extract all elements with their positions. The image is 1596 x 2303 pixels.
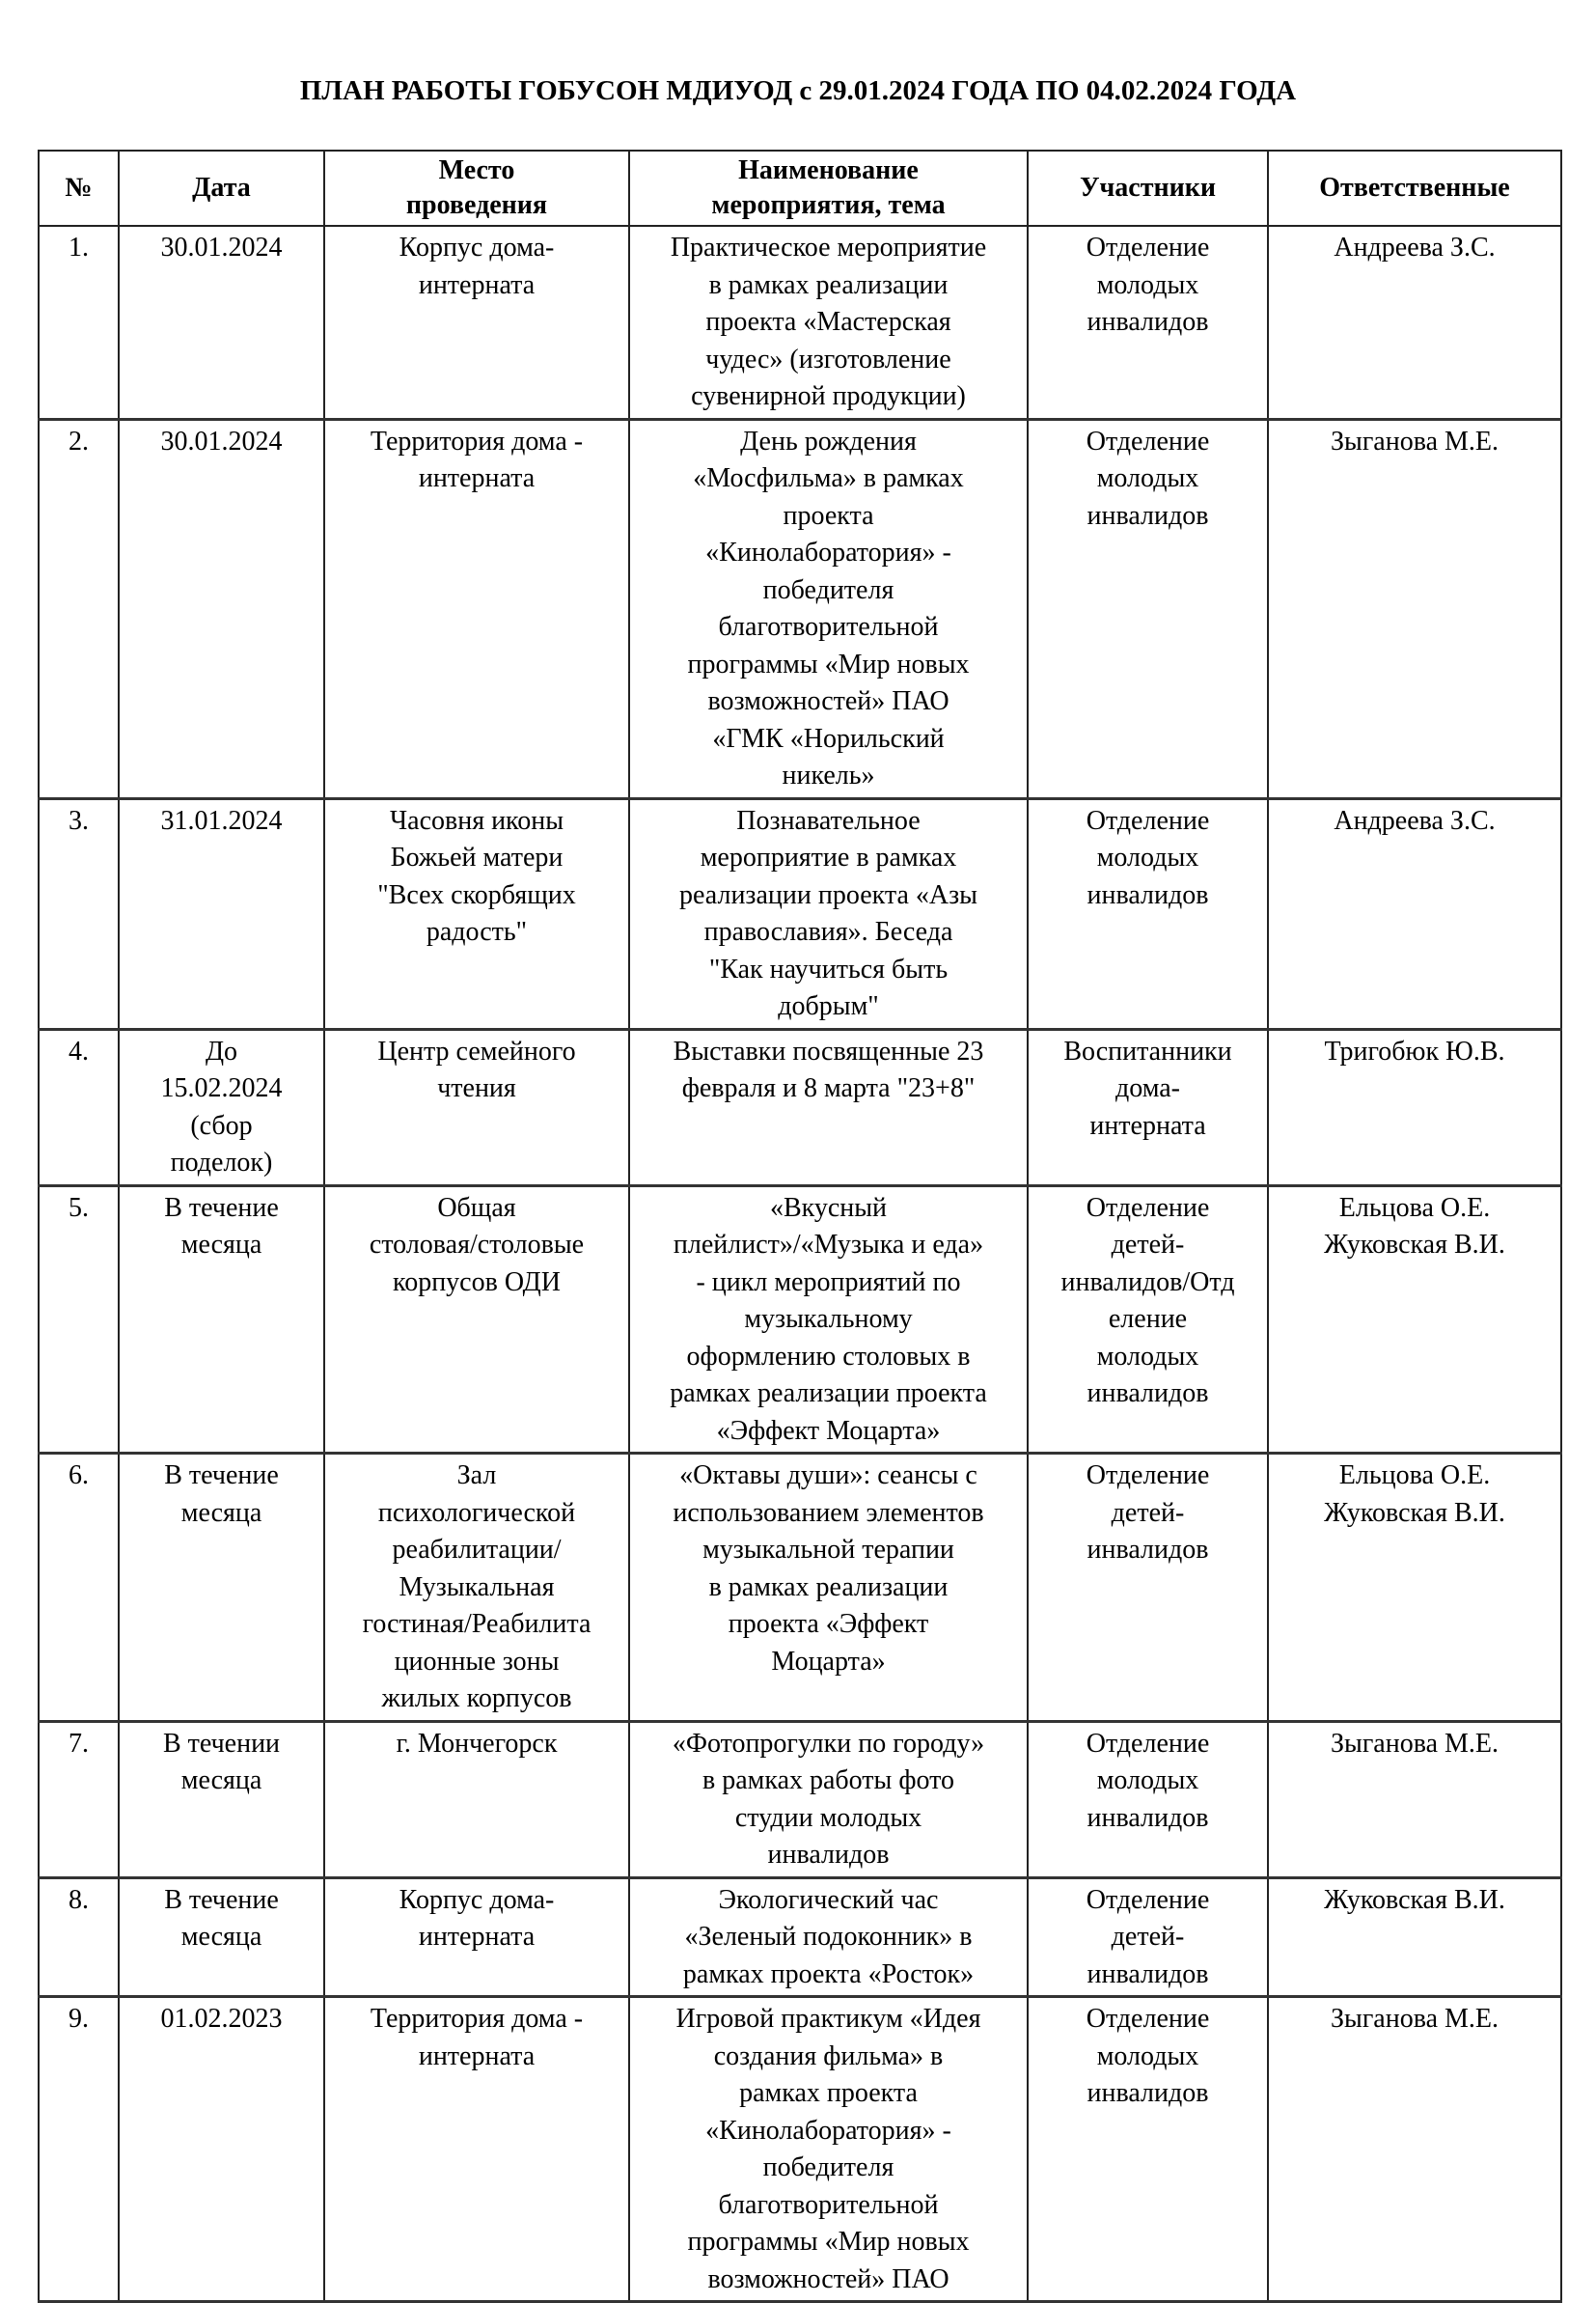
- cell-participants-line: инвалидов: [1087, 2078, 1209, 2108]
- header-event: [629, 151, 1028, 226]
- cell-place-line: ционные зоны: [394, 1646, 560, 1677]
- cell-event-line: рамках проекта: [739, 2078, 918, 2108]
- table-row: [39, 1997, 1561, 2302]
- cell-participants: [1028, 1877, 1268, 1997]
- cell-event-line: Практическое мероприятие: [670, 233, 987, 263]
- cell-event: [629, 226, 1028, 419]
- cell-date-line: поделок): [170, 1148, 273, 1178]
- cell-participants-line: молодых: [1096, 2040, 1199, 2071]
- cell-place-line: Корпус дома-: [399, 233, 555, 263]
- cell-event-line: в рамках работы фото: [702, 1765, 954, 1795]
- cell-place-line: жилых корпусов: [381, 1683, 572, 1713]
- cell-responsible: [1268, 1877, 1561, 1997]
- cell-place-line: Общая: [437, 1192, 516, 1223]
- cell-event-line: «Кинолаборатория» -: [705, 2115, 951, 2146]
- cell-participants: [1028, 419, 1268, 798]
- cell-place-line: чтения: [437, 1073, 516, 1103]
- cell-place-line: столовая/столовые: [369, 1230, 585, 1260]
- cell-date: [119, 419, 324, 798]
- cell-event-line: Выставки посвященные 23: [673, 1036, 984, 1067]
- cell-date-line: 31.01.2024: [160, 805, 283, 836]
- cell-place-line: гостиная/Реабилита: [362, 1609, 592, 1639]
- cell-date-line: 01.02.2023: [160, 2004, 283, 2034]
- cell-event-line: «Кинолаборатория» -: [705, 538, 951, 568]
- table-row: [39, 1877, 1561, 1997]
- work-plan-table: [38, 150, 1562, 2303]
- cell-responsible-line: Андреева З.С.: [1334, 233, 1496, 263]
- cell-number: 9.: [39, 1997, 119, 2302]
- cell-participants-line: инвалидов/Отд: [1060, 1266, 1235, 1297]
- cell-event-line: Моцарта»: [771, 1646, 886, 1677]
- cell-event-line: - цикл мероприятий по: [696, 1266, 961, 1297]
- cell-event-line: добрым": [778, 991, 879, 1021]
- cell-responsible-line: Зыганова М.Е.: [1330, 2004, 1499, 2034]
- cell-event: [629, 1185, 1028, 1454]
- cell-event-line: реализации проекта «Азы: [679, 879, 977, 910]
- cell-number: 6.: [39, 1454, 119, 1722]
- cell-participants: [1028, 798, 1268, 1029]
- cell-participants-line: интерната: [1089, 1110, 1206, 1141]
- header-responsible: Ответственные: [1268, 151, 1561, 226]
- cell-participants-line: инвалидов: [1087, 1958, 1209, 1989]
- cell-event-line: «Мосфильма» в рамках: [693, 463, 964, 493]
- cell-participants-line: еление: [1108, 1304, 1188, 1334]
- header-date: Дата: [119, 151, 324, 226]
- cell-event-line: возможностей» ПАО: [707, 2263, 949, 2294]
- cell-date: [119, 1721, 324, 1877]
- cell-place-line: реабилитации/: [392, 1535, 562, 1565]
- cell-participants-line: инвалидов: [1087, 1378, 1209, 1408]
- cell-responsible: [1268, 1997, 1561, 2302]
- cell-number: 2.: [39, 419, 119, 798]
- cell-event-line: «Зеленый подоконник» в: [684, 1922, 973, 1952]
- cell-participants-line: Отделение: [1086, 1192, 1210, 1223]
- cell-date-line: В течении: [162, 1728, 281, 1759]
- cell-participants-line: детей-: [1111, 1497, 1185, 1528]
- cell-date-line: месяца: [180, 1230, 262, 1260]
- cell-date-line: В течение: [164, 1884, 279, 1915]
- cell-date: [119, 1877, 324, 1997]
- cell-place-line: интерната: [418, 1922, 536, 1952]
- cell-event-line: музыкальному: [744, 1304, 913, 1334]
- cell-event-line: февраля и 8 марта "23+8": [681, 1073, 976, 1103]
- cell-date: [119, 1997, 324, 2302]
- cell-date-line: месяца: [180, 1922, 262, 1952]
- cell-event-line: в рамках реализации: [708, 1571, 949, 1602]
- table-row: [39, 226, 1561, 419]
- cell-date-line: В течение: [164, 1192, 279, 1223]
- header-place-line: Место: [438, 155, 515, 185]
- cell-responsible-line: Ельцова О.Е.: [1338, 1192, 1491, 1223]
- cell-participants-line: молодых: [1096, 843, 1199, 873]
- cell-responsible-line: Андреева З.С.: [1334, 805, 1496, 836]
- cell-event: [629, 1454, 1028, 1722]
- cell-number: 7.: [39, 1721, 119, 1877]
- cell-participants-line: Отделение: [1086, 2004, 1210, 2034]
- cell-event: [629, 1997, 1028, 2302]
- cell-event-line: «Октавы души»: сеансы с: [679, 1460, 977, 1490]
- cell-event-line: «Вкусный: [769, 1192, 888, 1223]
- cell-participants-line: детей-: [1111, 1922, 1185, 1952]
- cell-event-line: благотворительной: [718, 612, 939, 642]
- cell-participants: [1028, 1029, 1268, 1185]
- cell-event-line: проекта: [783, 500, 874, 531]
- cell-date-line: 30.01.2024: [160, 233, 283, 263]
- cell-place-line: корпусов ОДИ: [393, 1266, 561, 1297]
- cell-participants-line: инвалидов: [1087, 1535, 1209, 1565]
- cell-event-line: победителя: [762, 2152, 894, 2182]
- cell-responsible-line: Зыганова М.Е.: [1330, 1728, 1499, 1759]
- cell-event-line: рамках проекта «Росток»: [682, 1958, 975, 1989]
- cell-event: [629, 1029, 1028, 1185]
- cell-place: [324, 226, 629, 419]
- cell-participants-line: инвалидов: [1087, 500, 1209, 531]
- cell-participants-line: Отделение: [1086, 426, 1210, 457]
- cell-event-line: программы «Мир новых: [687, 2227, 970, 2257]
- cell-place-line: Музыкальная: [399, 1571, 555, 1602]
- header-place: [324, 151, 629, 226]
- header-event-line: Наименование: [738, 155, 919, 185]
- cell-participants: [1028, 1185, 1268, 1454]
- cell-participants-line: Отделение: [1086, 233, 1210, 263]
- cell-participants: [1028, 1454, 1268, 1722]
- cell-event-line: «Эффект Моцарта»: [716, 1415, 941, 1446]
- cell-place: [324, 419, 629, 798]
- cell-place-line: интерната: [418, 269, 536, 300]
- cell-responsible-line: Зыганова М.Е.: [1330, 426, 1499, 457]
- cell-event-line: рамках реализации проекта: [670, 1378, 987, 1408]
- cell-place-line: Центр семейного: [377, 1036, 576, 1067]
- cell-participants-line: молодых: [1096, 1765, 1199, 1795]
- cell-event-line: возможностей» ПАО: [707, 686, 949, 716]
- cell-event: [629, 798, 1028, 1029]
- cell-event-line: программы «Мир новых: [687, 649, 970, 680]
- cell-number: 8.: [39, 1877, 119, 1997]
- header-place-line: проведения: [405, 190, 548, 220]
- cell-place: [324, 1997, 629, 2302]
- cell-place-line: г. Мончегорск: [396, 1728, 558, 1759]
- cell-number: 3.: [39, 798, 119, 1029]
- document-title: ПЛАН РАБОТЫ ГОБУСОН МДИУОД с 29.01.2024 ГОДА ПО 04.02.2024 ГОДА: [299, 75, 1297, 106]
- cell-participants: [1028, 1997, 1268, 2302]
- table-header-row: [39, 151, 1561, 226]
- cell-event-line: плейлист»/«Музыка и еда»: [673, 1230, 984, 1260]
- cell-event: [629, 419, 1028, 798]
- table-row: [39, 419, 1561, 798]
- cell-date-line: 15.02.2024: [160, 1073, 283, 1103]
- cell-event-line: благотворительной: [718, 2189, 939, 2220]
- cell-event-line: оформлению столовых в: [686, 1341, 971, 1372]
- cell-event-line: чудес» (изготовление: [705, 344, 951, 375]
- cell-number: 4.: [39, 1029, 119, 1185]
- cell-date: [119, 1454, 324, 1722]
- cell-event-line: создания фильма» в: [713, 2040, 944, 2071]
- cell-responsible: [1268, 226, 1561, 419]
- cell-event: [629, 1877, 1028, 1997]
- cell-event-line: проекта «Эффект: [728, 1609, 929, 1639]
- cell-event-line: использованием элементов: [673, 1497, 984, 1528]
- header-number: №: [39, 151, 119, 226]
- cell-date: [119, 798, 324, 1029]
- cell-date-line: В течение: [164, 1460, 279, 1490]
- cell-event-line: сувенирной продукции): [691, 381, 966, 411]
- cell-date-line: 30.01.2024: [160, 426, 283, 457]
- cell-event-line: «Фотопрогулки по городу»: [672, 1728, 985, 1759]
- cell-date: [119, 1029, 324, 1185]
- cell-event-line: «ГМК «Норильский: [712, 723, 945, 754]
- cell-event-line: "Как научиться быть: [708, 954, 949, 985]
- cell-place-line: радость": [426, 917, 528, 947]
- cell-date: [119, 1185, 324, 1454]
- cell-event: [629, 1721, 1028, 1877]
- cell-participants-line: молодых: [1096, 1341, 1199, 1372]
- cell-participants-line: инвалидов: [1087, 879, 1209, 910]
- cell-responsible: [1268, 1185, 1561, 1454]
- cell-number: 5.: [39, 1185, 119, 1454]
- cell-place: [324, 1721, 629, 1877]
- cell-event-line: Познавательное: [736, 805, 921, 836]
- cell-participants-line: Отделение: [1086, 805, 1210, 836]
- cell-responsible-line: Тригобюк Ю.В.: [1324, 1036, 1505, 1067]
- cell-responsible: [1268, 1454, 1561, 1722]
- cell-place-line: интерната: [418, 463, 536, 493]
- cell-place-line: Территория дома -: [370, 426, 584, 457]
- cell-participants-line: дома-: [1115, 1073, 1180, 1103]
- cell-event-line: победителя: [762, 574, 894, 605]
- header-participants: Участники: [1028, 151, 1268, 226]
- cell-participants-line: инвалидов: [1087, 1802, 1209, 1833]
- cell-event-line: День рождения: [740, 426, 917, 457]
- cell-participants-line: Отделение: [1086, 1884, 1210, 1915]
- cell-place-line: Зал: [456, 1460, 497, 1490]
- cell-event-line: в рамках реализации: [708, 269, 949, 300]
- cell-event-line: проекта «Мастерская: [705, 307, 951, 337]
- cell-participants-line: детей-: [1111, 1230, 1185, 1260]
- cell-place-line: психологической: [377, 1497, 576, 1528]
- header-event-line: мероприятия, тема: [711, 190, 946, 220]
- cell-place-line: Корпус дома-: [399, 1884, 555, 1915]
- cell-responsible-line: Жуковская В.И.: [1324, 1884, 1505, 1915]
- cell-responsible-line: Жуковская В.И.: [1324, 1230, 1505, 1260]
- table-row: [39, 1721, 1561, 1877]
- table-row: [39, 1454, 1561, 1722]
- cell-participants: [1028, 1721, 1268, 1877]
- cell-participants-line: Отделение: [1086, 1460, 1210, 1490]
- cell-participants-line: молодых: [1096, 269, 1199, 300]
- cell-date-line: месяца: [180, 1765, 262, 1795]
- cell-participants-line: Отделение: [1086, 1728, 1210, 1759]
- cell-event-line: студии молодых: [734, 1802, 922, 1833]
- cell-responsible: [1268, 1721, 1561, 1877]
- cell-place: [324, 1029, 629, 1185]
- cell-place: [324, 798, 629, 1029]
- cell-responsible: [1268, 419, 1561, 798]
- table-row: [39, 1029, 1561, 1185]
- cell-event-line: Экологический час: [718, 1884, 939, 1915]
- cell-event-line: никель»: [782, 761, 875, 791]
- cell-date-line: (сбор: [190, 1110, 253, 1141]
- cell-place: [324, 1185, 629, 1454]
- table-row: [39, 1185, 1561, 1454]
- cell-event-line: Игровой практикум «Идея: [675, 2004, 981, 2034]
- cell-place-line: Божьей матери: [390, 843, 564, 873]
- cell-place-line: Часовня иконы: [389, 805, 564, 836]
- cell-place-line: "Всех скорбящих: [377, 879, 576, 910]
- cell-date: [119, 226, 324, 419]
- cell-responsible-line: Жуковская В.И.: [1324, 1497, 1505, 1528]
- cell-place-line: Территория дома -: [370, 2004, 584, 2034]
- cell-participants-line: Воспитанники: [1063, 1036, 1232, 1067]
- cell-responsible: [1268, 1029, 1561, 1185]
- cell-place-line: интерната: [418, 2040, 536, 2071]
- table-body: [39, 226, 1561, 2302]
- cell-date-line: До: [205, 1036, 238, 1067]
- cell-event-line: инвалидов: [767, 1840, 890, 1870]
- table-row: [39, 798, 1561, 1029]
- cell-date-line: месяца: [180, 1497, 262, 1528]
- cell-participants-line: инвалидов: [1087, 307, 1209, 337]
- cell-event-line: музыкальной терапии: [702, 1535, 954, 1565]
- cell-participants-line: молодых: [1096, 463, 1199, 493]
- cell-place: [324, 1877, 629, 1997]
- cell-participants: [1028, 226, 1268, 419]
- cell-event-line: православия». Беседа: [703, 917, 953, 947]
- cell-event-line: мероприятие в рамках: [700, 843, 957, 873]
- cell-responsible-line: Ельцова О.Е.: [1338, 1460, 1491, 1490]
- cell-place: [324, 1454, 629, 1722]
- cell-responsible: [1268, 798, 1561, 1029]
- cell-number: 1.: [39, 226, 119, 419]
